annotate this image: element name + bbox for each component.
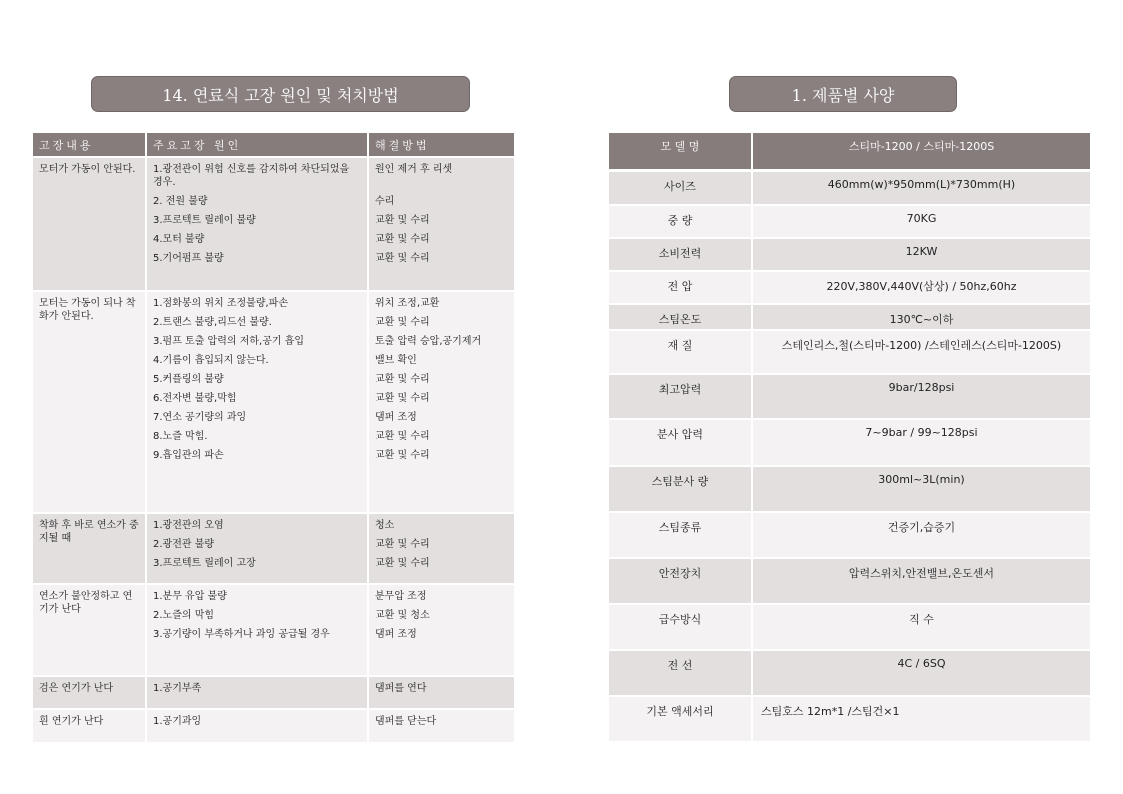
spec-value: 스팀호스 12m*1 /스팀건×1	[752, 696, 1090, 742]
spec-label: 소비전력	[609, 238, 752, 271]
symptom-cell: 연소가 불안정하고 연기가 난다	[33, 584, 146, 676]
solution-line: 청소	[375, 520, 395, 531]
spec-label: 전 압	[609, 271, 752, 304]
symptom-cell: 검은 연기가 난다	[33, 676, 146, 709]
solution-cell: 댐퍼를 닫는다	[368, 709, 514, 743]
spec-value: 7~9bar / 99~128psi	[752, 419, 1090, 466]
spec-row	[609, 238, 1090, 271]
spec-row	[609, 604, 1090, 650]
symptom-cell: 흰 연기가 난다	[33, 709, 146, 743]
spec-label: 분사 압력	[609, 419, 752, 466]
solution-line: 위치 조정,교환	[375, 298, 440, 309]
cause-line: 3.프로텍트 릴레이 고장	[153, 558, 256, 569]
cause-cell	[146, 157, 368, 291]
spec-label: 중 량	[609, 205, 752, 238]
table-row	[33, 291, 514, 513]
cause-line: 2.트랜스 불량,리드선 불량.	[153, 317, 272, 328]
cause-line: 5.커플링의 불량	[153, 374, 224, 385]
solution-cell	[368, 291, 514, 513]
spec-value: 70KG	[752, 205, 1090, 238]
cause-line: 3.프로텍트 릴레이 불량	[153, 215, 256, 226]
spec-row	[609, 650, 1090, 696]
header-solution: 해결방법	[368, 133, 514, 157]
cause-line: 5.기어펌프 불량	[153, 253, 224, 264]
header-model-label: 모 델 명	[609, 133, 752, 169]
fault-table-header	[33, 133, 514, 157]
cause-cell	[146, 513, 368, 584]
cause-line: 8.노즐 막힘.	[153, 431, 208, 442]
spec-label: 스팀온도	[609, 304, 752, 330]
fault-table	[33, 133, 514, 744]
cause-cell: 1.공기부족	[146, 676, 368, 709]
solution-line: 교환 및 수리	[375, 374, 430, 385]
spec-row	[609, 374, 1090, 419]
spec-label: 전 선	[609, 650, 752, 696]
cause-line: 3.공기량이 부족하거나 과잉 공급될 경우	[153, 629, 330, 640]
cause-line: 7.연소 공기량의 과잉	[153, 412, 247, 423]
spec-label: 최고압력	[609, 374, 752, 419]
cause-cell	[146, 291, 368, 513]
spec-value: 압력스위치,안전밸브,온도센서	[752, 558, 1090, 604]
spec-value: 4C / 6SQ	[752, 650, 1090, 696]
spec-section-title: 1. 제품별 사양	[729, 76, 957, 112]
spec-label: 사이즈	[609, 172, 752, 205]
solution-line: 토출 압력 승압,공기제거	[375, 336, 482, 347]
spec-row	[609, 466, 1090, 512]
spec-value: 직 수	[752, 604, 1090, 650]
spec-row	[609, 558, 1090, 604]
spec-row	[609, 205, 1090, 238]
solution-line: 교환 및 청소	[375, 610, 430, 621]
solution-line: 교환 및 수리	[375, 539, 430, 550]
spec-table	[609, 133, 1090, 743]
spec-row	[609, 271, 1090, 304]
spec-value: 12KW	[752, 238, 1090, 271]
cause-line: 6.전자변 불량,막힘	[153, 393, 237, 404]
solution-line: 교환 및 수리	[375, 253, 430, 264]
cause-line: 1.점화봉의 위치 조정불량,파손	[153, 298, 288, 309]
solution-line: 교환 및 수리	[375, 215, 430, 226]
cause-line: 2.광전관 불량	[153, 539, 215, 550]
spec-value: 건증기,습증기	[752, 512, 1090, 558]
solution-cell: 댐퍼를 연다	[368, 676, 514, 709]
spec-row	[609, 512, 1090, 558]
cause-line: 4.모터 불량	[153, 234, 205, 245]
spec-value: 220V,380V,440V(삼상) / 50hz,60hz	[752, 271, 1090, 304]
cause-cell	[146, 584, 368, 676]
spec-row	[609, 304, 1090, 330]
cause-line: 1.광전관의 오염	[153, 520, 224, 531]
spec-row	[609, 172, 1090, 205]
spec-row	[609, 696, 1090, 742]
solution-line: 교환 및 수리	[375, 558, 430, 569]
symptom-cell: 착화 후 바로 연소가 중지될 때	[33, 513, 146, 584]
spec-label: 안전장치	[609, 558, 752, 604]
symptom-cell: 모터는 가동이 되나 착화가 안된다.	[33, 291, 146, 513]
solution-line: 원인 제거 후 리셋	[375, 164, 453, 175]
spec-label: 급수방식	[609, 604, 752, 650]
table-row	[33, 513, 514, 584]
solution-line: 분무압 조정	[375, 591, 427, 602]
cause-line: 2.노즐의 막힘	[153, 610, 215, 621]
header-symptom: 고장내용	[33, 133, 146, 157]
spec-label: 스팀분사 량	[609, 466, 752, 512]
spec-label: 재 질	[609, 330, 752, 374]
spec-value: 스테인리스,철(스티마-1200) /스테인레스(스티마-1200S)	[752, 330, 1090, 374]
solution-cell	[368, 513, 514, 584]
solution-line: 댐퍼 조정	[375, 629, 417, 640]
spec-row	[609, 419, 1090, 466]
cause-line: 3.펌프 토출 압력의 저하,공기 흡입	[153, 336, 305, 347]
solution-line: 댐퍼 조정	[375, 412, 417, 423]
solution-line: 교환 및 수리	[375, 431, 430, 442]
cause-line: 1.분무 유압 불량	[153, 591, 227, 602]
header-cause: 주요고장 원인	[146, 133, 368, 157]
table-row	[33, 157, 514, 291]
solution-line: 교환 및 수리	[375, 393, 430, 404]
spec-value: 130℃~이하	[752, 304, 1090, 330]
solution-line: 수리	[375, 196, 395, 207]
table-row	[33, 584, 514, 676]
cause-cell: 1.공기과잉	[146, 709, 368, 743]
cause-line: 9.흡입관의 파손	[153, 450, 224, 461]
spec-label: 스팀종류	[609, 512, 752, 558]
table-row	[33, 709, 514, 743]
cause-line: 2. 전원 불량	[153, 196, 208, 207]
spec-label: 기본 액세서리	[609, 696, 752, 742]
solution-line: 밸브 확인	[375, 355, 417, 366]
spec-row	[609, 330, 1090, 374]
spec-table-header	[609, 133, 1090, 169]
solution-line: 교환 및 수리	[375, 234, 430, 245]
symptom-cell: 모터가 가동이 안된다.	[33, 157, 146, 291]
spec-value: 460mm(w)*950mm(L)*730mm(H)	[752, 172, 1090, 205]
fault-section-title: 14. 연료식 고장 원인 및 처치방법	[91, 76, 470, 112]
cause-line: 4.기름이 흡입되지 않는다.	[153, 355, 269, 366]
spec-value: 9bar/128psi	[752, 374, 1090, 419]
header-model-value: 스티마-1200 / 스티마-1200S	[752, 133, 1090, 169]
spec-value: 300ml~3L(min)	[752, 466, 1090, 512]
table-row	[33, 676, 514, 709]
solution-cell	[368, 584, 514, 676]
solution-line: 교환 및 수리	[375, 317, 430, 328]
solution-line: 교환 및 수리	[375, 450, 430, 461]
cause-line: 1.광전관이 위험 신호를 감지하여 차단되었을 경우.	[153, 164, 350, 188]
solution-cell	[368, 157, 514, 291]
